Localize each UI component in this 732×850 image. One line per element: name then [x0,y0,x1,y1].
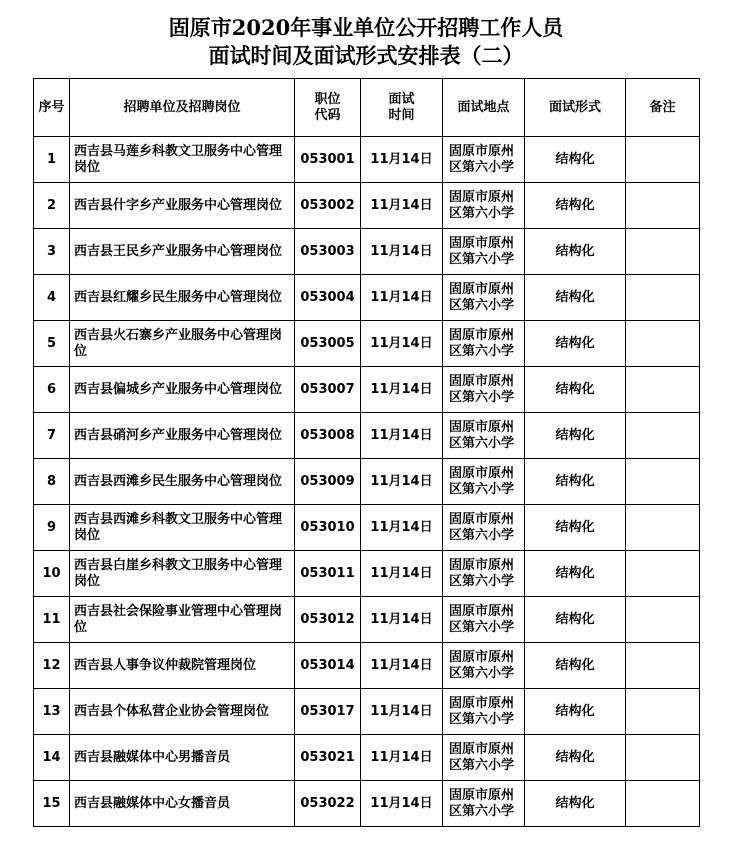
cell-time: 11月14日 [361,459,443,505]
header-row [34,79,700,137]
cell-time: 11月14日 [361,643,443,689]
cell-place: 固原市原州区第六小学 [443,551,525,597]
header-code-line2: 代码 [314,107,341,123]
cell-place: 固原市原州区第六小学 [443,413,525,459]
cell-unit: 西吉县火石寨乡产业服务中心管理岗位 [70,321,295,367]
table-row [34,137,700,183]
cell-place: 固原市原州区第六小学 [443,643,525,689]
document-title-line1: 固原市2020年事业单位公开招聘工作人员 [168,15,564,40]
cell-index: 15 [34,781,70,827]
cell-note [626,367,700,413]
cell-note [626,505,700,551]
cell-unit: 西吉县西滩乡民生服务中心管理岗位 [70,459,295,505]
cell-time: 11月14日 [361,367,443,413]
cell-form: 结构化 [525,229,626,275]
cell-index: 13 [34,689,70,735]
header-place: 面试地点 [443,79,525,137]
cell-time: 11月14日 [361,597,443,643]
cell-form: 结构化 [525,183,626,229]
cell-time: 11月14日 [361,137,443,183]
cell-note [626,689,700,735]
cell-place: 固原市原州区第六小学 [443,505,525,551]
cell-index: 8 [34,459,70,505]
cell-unit: 西吉县融媒体中心女播音员 [70,781,295,827]
cell-unit: 西吉县西滩乡科教文卫服务中心管理岗位 [70,505,295,551]
table-row [34,689,700,735]
cell-time: 11月14日 [361,781,443,827]
cell-time: 11月14日 [361,413,443,459]
cell-code: 053012 [295,597,361,643]
cell-form: 结构化 [525,321,626,367]
table-row [34,551,700,597]
cell-index: 7 [34,413,70,459]
cell-code: 053022 [295,781,361,827]
cell-place: 固原市原州区第六小学 [443,367,525,413]
cell-index: 6 [34,367,70,413]
cell-place: 固原市原州区第六小学 [443,321,525,367]
cell-note [626,183,700,229]
cell-time: 11月14日 [361,183,443,229]
cell-unit: 西吉县融媒体中心男播音员 [70,735,295,781]
cell-code: 053009 [295,459,361,505]
cell-form: 结构化 [525,689,626,735]
table-row [34,229,700,275]
cell-unit: 西吉县个体私营企业协会管理岗位 [70,689,295,735]
cell-index: 11 [34,597,70,643]
cell-time: 11月14日 [361,689,443,735]
cell-form: 结构化 [525,735,626,781]
cell-place: 固原市原州区第六小学 [443,229,525,275]
cell-note [626,413,700,459]
cell-place: 固原市原州区第六小学 [443,459,525,505]
cell-time: 11月14日 [361,735,443,781]
cell-code: 053017 [295,689,361,735]
cell-form: 结构化 [525,459,626,505]
table-row [34,505,700,551]
cell-time: 11月14日 [361,275,443,321]
cell-index: 14 [34,735,70,781]
cell-code: 053004 [295,275,361,321]
document-title-line2: 面试时间及面试形式安排表（二） [208,43,524,68]
cell-time: 11月14日 [361,505,443,551]
table-row [34,367,700,413]
cell-form: 结构化 [525,597,626,643]
cell-form: 结构化 [525,551,626,597]
cell-unit: 西吉县白崖乡科教文卫服务中心管理岗位 [70,551,295,597]
cell-code: 053005 [295,321,361,367]
header-form: 面试形式 [525,79,626,137]
cell-time: 11月14日 [361,321,443,367]
cell-form: 结构化 [525,505,626,551]
cell-index: 3 [34,229,70,275]
table-row [34,275,700,321]
cell-unit: 西吉县人事争议仲裁院管理岗位 [70,643,295,689]
cell-time: 11月14日 [361,229,443,275]
table-row [34,321,700,367]
cell-note [626,137,700,183]
header-index: 序号 [34,79,70,137]
cell-code: 053008 [295,413,361,459]
cell-note [626,551,700,597]
cell-code: 053021 [295,735,361,781]
cell-form: 结构化 [525,137,626,183]
cell-code: 053011 [295,551,361,597]
cell-place: 固原市原州区第六小学 [443,597,525,643]
cell-place: 固原市原州区第六小学 [443,735,525,781]
cell-place: 固原市原州区第六小学 [443,137,525,183]
table-row [34,413,700,459]
table-row [34,735,700,781]
header-time-line2: 时间 [388,107,415,123]
cell-form: 结构化 [525,275,626,321]
cell-code: 053002 [295,183,361,229]
cell-note [626,735,700,781]
header-time-line1: 面试 [388,91,415,107]
header-unit: 招聘单位及招聘岗位 [70,79,295,137]
table-row [34,183,700,229]
header-note: 备注 [626,79,700,137]
cell-unit: 西吉县王民乡产业服务中心管理岗位 [70,229,295,275]
table-row [34,459,700,505]
cell-code: 053007 [295,367,361,413]
cell-unit: 西吉县红耀乡民生服务中心管理岗位 [70,275,295,321]
cell-note [626,781,700,827]
table-body [34,137,700,827]
cell-form: 结构化 [525,781,626,827]
cell-unit: 西吉县马莲乡科教文卫服务中心管理岗位 [70,137,295,183]
cell-code: 053010 [295,505,361,551]
cell-time: 11月14日 [361,551,443,597]
cell-index: 10 [34,551,70,597]
cell-place: 固原市原州区第六小学 [443,275,525,321]
cell-unit: 西吉县硝河乡产业服务中心管理岗位 [70,413,295,459]
cell-place: 固原市原州区第六小学 [443,689,525,735]
cell-form: 结构化 [525,367,626,413]
table-row [34,643,700,689]
cell-unit: 西吉县偏城乡产业服务中心管理岗位 [70,367,295,413]
cell-unit: 西吉县什字乡产业服务中心管理岗位 [70,183,295,229]
cell-place: 固原市原州区第六小学 [443,183,525,229]
cell-index: 2 [34,183,70,229]
cell-code: 053001 [295,137,361,183]
header-code-line1: 职位 [314,91,341,107]
cell-index: 5 [34,321,70,367]
cell-note [626,597,700,643]
cell-note [626,643,700,689]
cell-note [626,275,700,321]
cell-note [626,229,700,275]
cell-place: 固原市原州区第六小学 [443,781,525,827]
cell-form: 结构化 [525,643,626,689]
header-time [361,79,443,137]
cell-index: 12 [34,643,70,689]
cell-form: 结构化 [525,413,626,459]
cell-unit: 西吉县社会保险事业管理中心管理岗位 [70,597,295,643]
table-row [34,781,700,827]
schedule-table [33,78,700,827]
cell-index: 1 [34,137,70,183]
table-row [34,597,700,643]
cell-code: 053014 [295,643,361,689]
cell-index: 9 [34,505,70,551]
cell-note [626,459,700,505]
cell-index: 4 [34,275,70,321]
header-code [295,79,361,137]
cell-note [626,321,700,367]
cell-code: 053003 [295,229,361,275]
